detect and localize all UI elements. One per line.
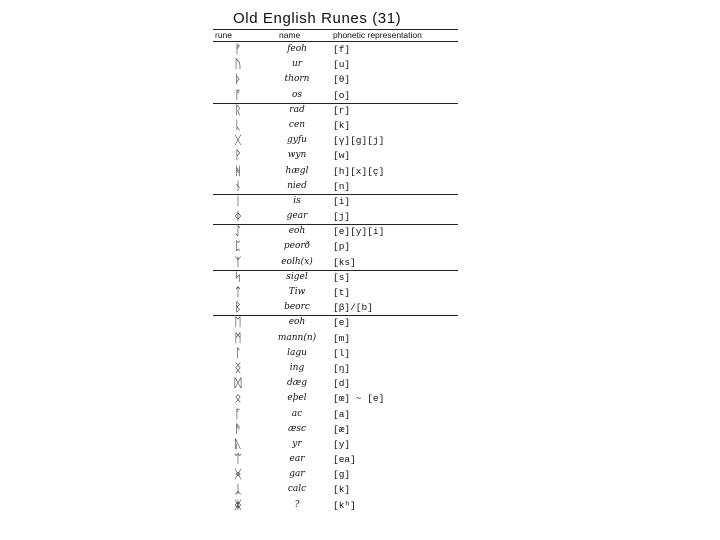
rune-name: eoh <box>288 226 306 237</box>
rune-glyph: ᛗ <box>234 330 242 345</box>
table-row <box>213 103 458 118</box>
phonetic-value: [l] <box>333 347 351 359</box>
phonetic-value: [œ] ~ [e] <box>333 393 385 405</box>
rune-glyph: ᚢ <box>234 57 242 72</box>
rune-glyph: ᛄ <box>234 209 242 224</box>
rune-name: gyfu <box>287 135 307 146</box>
phonetic-value: [e][y][i] <box>333 226 385 238</box>
rune-name: hægl <box>285 165 309 176</box>
phonetic-value: [ŋ] <box>333 362 351 374</box>
phonetic-value: [h][x][ç] <box>333 165 385 177</box>
rune-name: ear <box>289 454 305 465</box>
phonetic-value: [y] <box>333 438 351 450</box>
phonetic-value: [a] <box>333 408 351 420</box>
table-row <box>213 194 458 209</box>
phonetic-value: [ks] <box>333 256 356 268</box>
rune-glyph: ᛏ <box>234 285 242 299</box>
rune-glyph: ᛋ <box>234 269 242 284</box>
phonetic-value: [e] <box>333 317 351 329</box>
rune-name: ur <box>291 59 303 70</box>
rune-name: gear <box>286 211 308 222</box>
phonetic-value: [β]/[b] <box>333 302 373 314</box>
table-row <box>213 391 458 406</box>
phonetic-value: [u] <box>333 59 351 71</box>
phonetic-value: [kʰ] <box>333 499 356 511</box>
table-row <box>213 300 458 315</box>
table-row <box>213 376 458 391</box>
rune-table-sheet <box>213 6 463 536</box>
phonetic-value: [θ] <box>333 74 351 86</box>
table-row <box>213 452 458 467</box>
phonetic-value: [o] <box>333 89 351 101</box>
table-row <box>213 164 458 179</box>
rune-glyph: ᛚ <box>234 345 242 360</box>
table-row <box>213 498 458 513</box>
table-row <box>213 270 458 285</box>
rune-glyph: ᚦ <box>234 72 242 87</box>
rune-glyph: ᛣ <box>234 482 242 497</box>
rune-name: nied <box>287 180 307 191</box>
table-row <box>213 57 458 72</box>
rune-glyph: ᛒ <box>234 300 242 315</box>
rune-glyph: ᛟ <box>234 391 242 406</box>
table-row <box>213 72 458 87</box>
rune-glyph: ᚸ <box>234 467 242 482</box>
phonetic-value: [t] <box>333 287 351 298</box>
rune-name: rad <box>289 104 305 115</box>
rune-name: æsc <box>287 423 307 434</box>
rune-rows <box>213 42 458 513</box>
rune-glyph: ᚳ <box>234 117 242 132</box>
rune-glyph: ᛝ <box>234 360 242 375</box>
table-row <box>213 133 458 148</box>
rune-name: eoh <box>288 317 306 328</box>
rune-glyph: ᚾ <box>234 178 242 193</box>
rune-glyph: ᛇ <box>234 224 242 239</box>
rune-name: gar <box>289 469 305 480</box>
rune-glyph: ᚱ <box>234 102 242 117</box>
table-row <box>213 422 458 437</box>
phonetic-value: [j] <box>333 211 351 223</box>
table-title: Old English Runes (31) <box>233 10 402 27</box>
rune-glyph: ᚫ <box>234 421 242 436</box>
table-header <box>213 30 458 41</box>
table-row <box>213 407 458 422</box>
rune-name: eolh(x) <box>281 256 313 267</box>
rune-name: Tiw <box>288 287 306 297</box>
rune-name: eþel <box>287 393 307 404</box>
phonetic-value: [d] <box>333 378 351 390</box>
phonetic-value: [g] <box>333 469 351 481</box>
header-phonetic: phonetic representation <box>333 30 422 40</box>
table-row <box>213 239 458 254</box>
rune-glyph: ᛈ <box>234 239 242 254</box>
rune-name: yr <box>292 438 302 449</box>
rune-glyph: ᛉ <box>234 254 242 269</box>
rune-glyph: ᛁ <box>234 193 242 208</box>
rune-glyph: ᚻ <box>234 163 242 178</box>
header-name: name <box>279 30 301 40</box>
table-row <box>213 437 458 452</box>
table-row <box>213 88 458 103</box>
phonetic-value: [γ][g][j] <box>333 135 385 147</box>
phonetic-value: [f] <box>333 44 351 55</box>
rune-name: os <box>291 89 303 100</box>
rune-name: thorn <box>284 74 310 85</box>
rune-name: feoh <box>287 44 307 54</box>
table-row <box>213 148 458 163</box>
table-row <box>213 255 458 270</box>
rune-glyph: ᚣ <box>234 436 242 451</box>
table-row <box>213 118 458 133</box>
rune-glyph: ᚹ <box>234 148 242 163</box>
rune-glyph: ᛖ <box>234 315 242 330</box>
rune-name: dæg <box>287 378 307 389</box>
rune-name: lagu <box>287 347 307 358</box>
phonetic-value: [n] <box>333 180 351 192</box>
rune-glyph: ᚠ <box>234 42 242 56</box>
table-row <box>213 285 458 300</box>
table-row <box>213 209 458 224</box>
rune-name: peorð <box>283 241 311 252</box>
table-row <box>213 224 458 239</box>
rune-glyph: ᚩ <box>234 87 242 102</box>
phonetic-value: [s] <box>333 271 351 283</box>
rune-name: wyn <box>287 150 307 161</box>
table-row <box>213 361 458 376</box>
rune-name: is <box>293 195 301 206</box>
phonetic-value: [p] <box>333 241 351 253</box>
rune-glyph: ᚷ <box>234 133 242 148</box>
phonetic-value: [w] <box>333 150 351 162</box>
table-row <box>213 467 458 482</box>
rune-glyph: ᛞ <box>234 376 242 391</box>
header-rune: rune <box>215 30 233 40</box>
phonetic-value: [æ] <box>333 423 351 435</box>
rune-name: ac <box>291 408 303 419</box>
rune-name: calc <box>287 484 307 495</box>
phonetic-value: [k] <box>333 484 351 496</box>
rune-name: beorc <box>284 302 310 313</box>
table-row <box>213 346 458 361</box>
table-row <box>213 482 458 497</box>
table-row <box>213 315 458 330</box>
phonetic-value: [i] <box>333 195 351 207</box>
rune-name: cen <box>288 119 306 130</box>
phonetic-value: [k] <box>333 119 351 131</box>
phonetic-value: [r] <box>333 104 351 116</box>
rune-glyph: ᛠ <box>234 452 242 467</box>
table-row <box>213 42 458 57</box>
phonetic-value: [ea] <box>333 454 356 466</box>
table-row <box>213 179 458 194</box>
rune-name: ? <box>294 499 300 510</box>
rune-glyph: ᚪ <box>234 406 242 421</box>
phonetic-value: [m] <box>333 332 351 344</box>
rune-name: ing <box>289 362 305 373</box>
rune-glyph: ᛤ <box>234 497 242 512</box>
rune-name: mann(n) <box>277 332 317 343</box>
rune-name: sigel <box>286 271 308 282</box>
table-row <box>213 331 458 346</box>
